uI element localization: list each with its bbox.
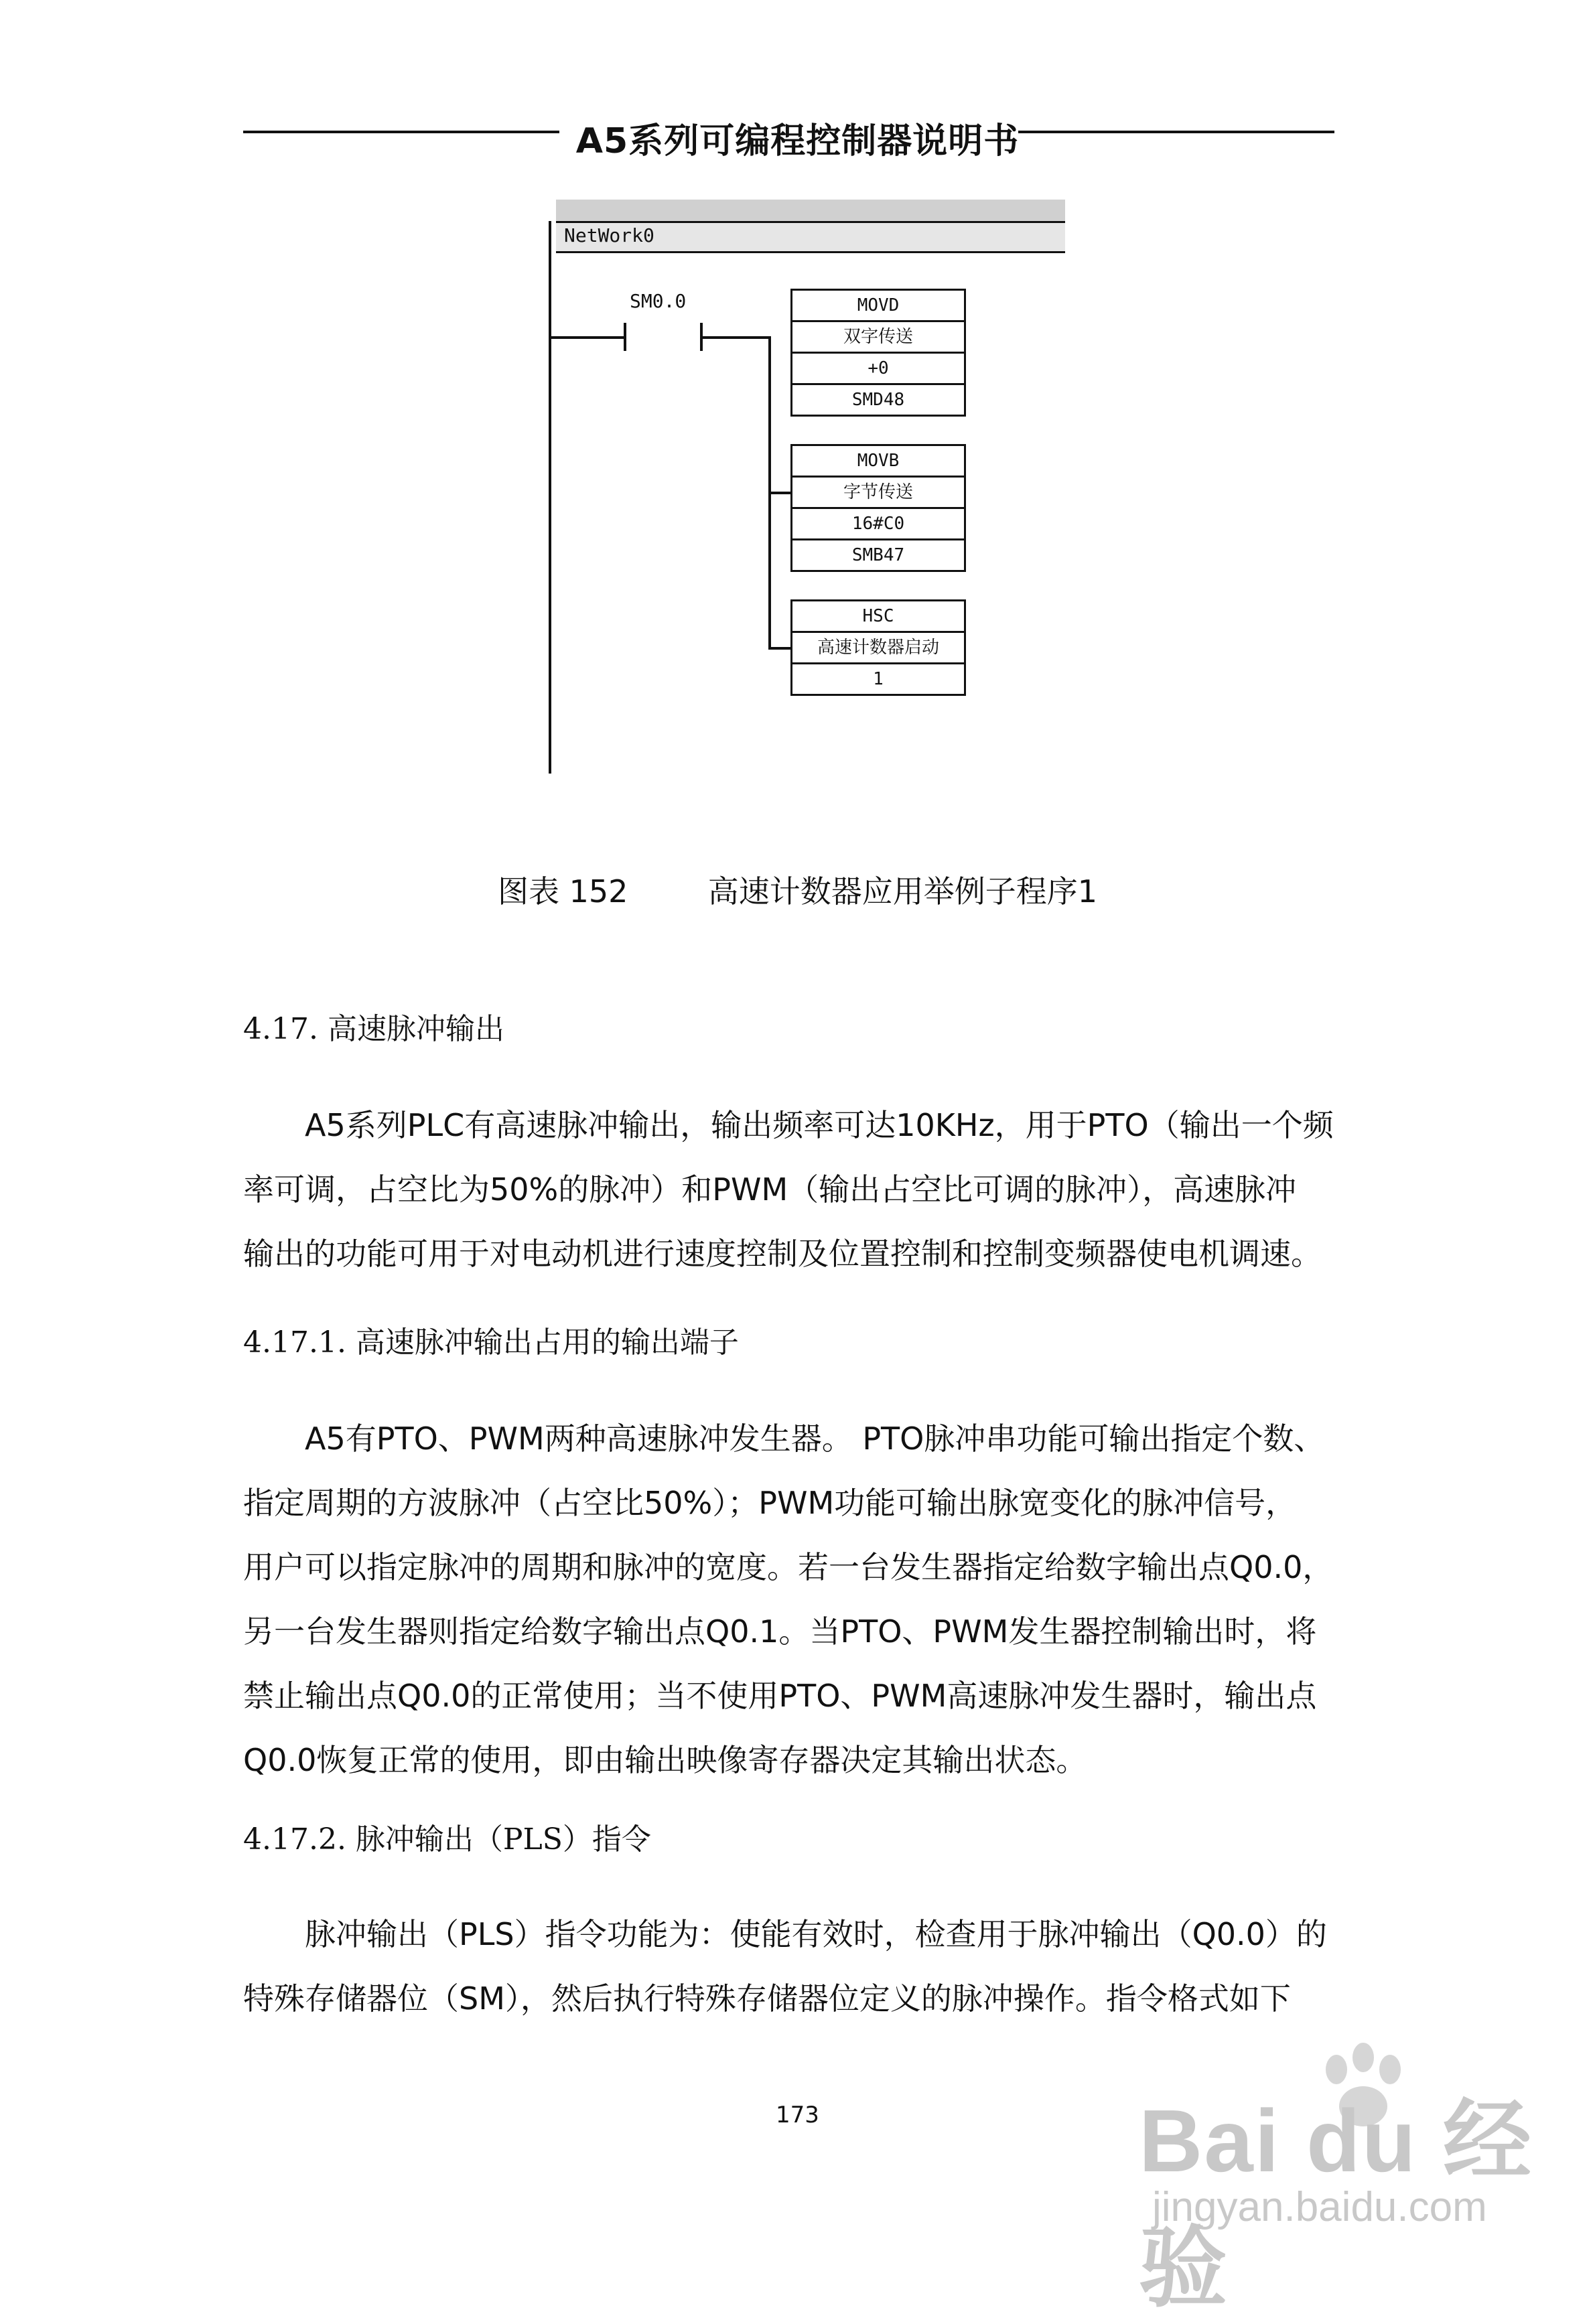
paragraph-line: 率可调，占空比为50%的脉冲）和PWM（输出占空比可调的脉冲），高速脉冲 bbox=[243, 1171, 1297, 1208]
section-4-17-1-paragraph bbox=[243, 1406, 1369, 1792]
ladder-diagram bbox=[529, 200, 1079, 802]
rung-wire-right bbox=[703, 336, 770, 339]
paragraph-line: 脉冲输出（PLS）指令功能为：使能有效时，检查用于脉冲输出（Q0.0）的 bbox=[305, 1916, 1327, 1952]
contact-left-plate bbox=[624, 323, 626, 351]
caption-label: 图表 152 bbox=[498, 873, 628, 910]
contact-label: SM0.0 bbox=[630, 290, 687, 312]
watermark-url: jingyan.baidu.com bbox=[1152, 2184, 1487, 2230]
section-heading-4-17: 4.17. 高速脉冲输出 bbox=[243, 1012, 504, 1046]
document-title: A5系列可编程控制器说明书 bbox=[575, 121, 1020, 161]
paragraph-line: 用户可以指定脉冲的周期和脉冲的宽度。若一台发生器指定给数字输出点Q0.0， bbox=[243, 1549, 1334, 1585]
section-heading-4-17-1: 4.17.1. 高速脉冲输出占用的输出端子 bbox=[243, 1325, 739, 1360]
paragraph-line: A5系列PLC有高速脉冲输出，输出频率可达10KHz，用于PTO（输出一个频 bbox=[305, 1107, 1334, 1143]
page-number: 173 bbox=[776, 2102, 819, 2128]
section-4-17-paragraph bbox=[243, 1093, 1369, 1286]
movd-desc: 双字传送 bbox=[792, 322, 964, 354]
paragraph-line: 指定周期的方波脉冲（占空比50%）；PWM功能可输出脉宽变化的脉冲信号， bbox=[243, 1485, 1297, 1521]
movb-name: MOVB bbox=[792, 446, 964, 478]
caption-text: 高速计数器应用举例子程序1 bbox=[707, 873, 1097, 910]
paragraph-line: 特殊存储器位（SM），然后执行特殊存储器位定义的脉冲操作。指令格式如下 bbox=[243, 1980, 1291, 2017]
network-label: NetWork0 bbox=[564, 224, 654, 246]
paragraph-line: 另一台发生器则指定给数字输出点Q0.1。当PTO、PWM发生器控制输出时，将 bbox=[243, 1613, 1317, 1650]
hsc-arg1: 1 bbox=[873, 669, 884, 689]
section-heading-4-17-2: 4.17.2. 脉冲输出（PLS）指令 bbox=[243, 1822, 651, 1857]
network-strip bbox=[556, 200, 1065, 221]
movb-desc: 字节传送 bbox=[792, 478, 964, 509]
movb-arg1: 16#C0 bbox=[792, 509, 964, 540]
movb-arg2: SMB47 bbox=[851, 545, 905, 565]
watermark-brand: Bai du 经验 bbox=[1139, 2092, 1533, 2317]
hsc-box bbox=[790, 599, 966, 696]
movd-arg1: +0 bbox=[792, 354, 964, 385]
paragraph-line: A5有PTO、PWM两种高速脉冲发生器。 PTO脉冲串功能可输出指定个数、 bbox=[305, 1421, 1325, 1457]
branch-to-hsc bbox=[768, 647, 792, 650]
movd-box bbox=[790, 289, 966, 417]
movb-box bbox=[790, 444, 966, 572]
rung-wire-left bbox=[550, 336, 624, 339]
baidu-watermark bbox=[1139, 2056, 1568, 2317]
section-4-17-2-paragraph bbox=[243, 1902, 1369, 2031]
paragraph-line: 禁止输出点Q0.0的正常使用；当不使用PTO、PWM高速脉冲发生器时，输出点 bbox=[243, 1678, 1317, 1714]
hsc-desc: 高速计数器启动 bbox=[792, 633, 964, 664]
movd-name: MOVD bbox=[792, 291, 964, 322]
figure-caption bbox=[0, 867, 1595, 912]
movd-arg2: SMD48 bbox=[851, 390, 905, 410]
branch-to-movb bbox=[768, 492, 792, 494]
power-rail bbox=[549, 221, 551, 774]
paragraph-line: 输出的功能可用于对电动机进行速度控制及位置控制和控制变频器使电机调速。 bbox=[243, 1236, 1322, 1272]
paragraph-line: Q0.0恢复正常的使用，即由输出映像寄存器决定其输出状态。 bbox=[243, 1742, 1087, 1778]
network-header bbox=[556, 221, 1065, 253]
hsc-name: HSC bbox=[792, 601, 964, 633]
